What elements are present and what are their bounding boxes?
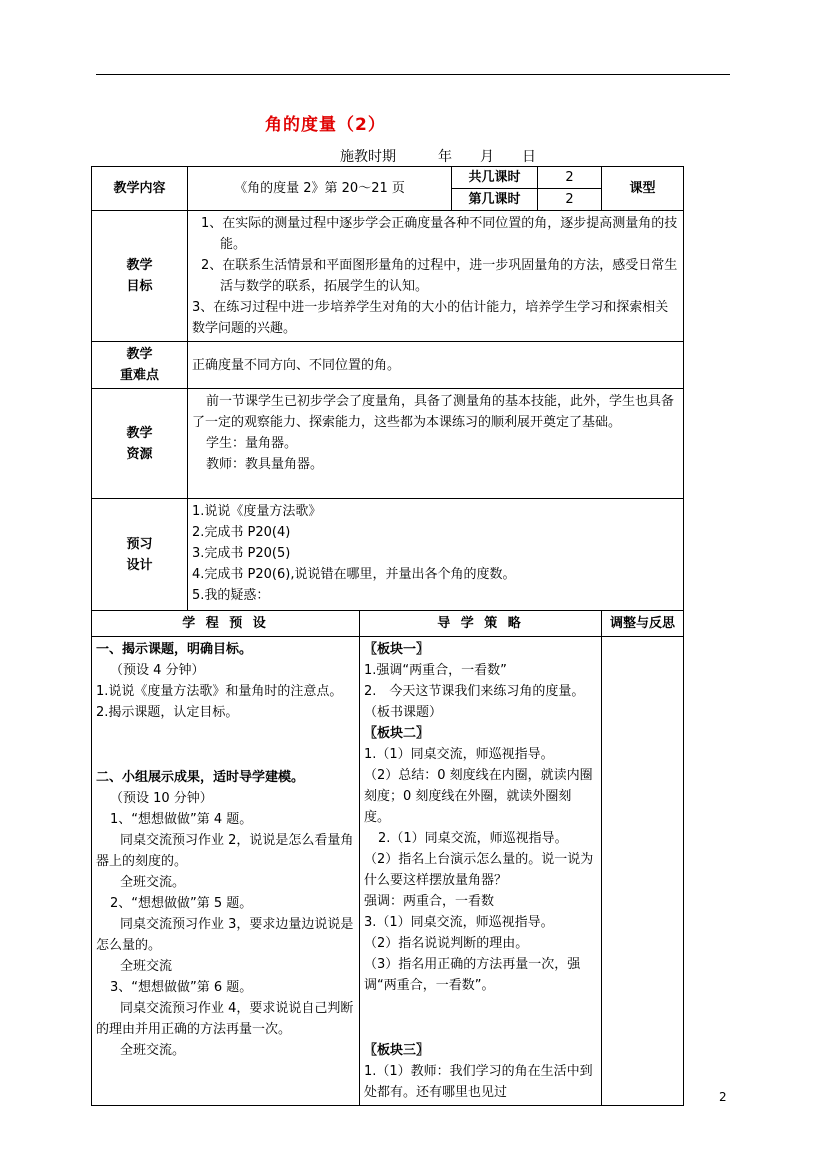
resources-line: 前一节课学生已初步学会了度量角，具备了测量角的基本技能，此外，学生也具备了一定的观察能力、探索能力，这些都为本课练习的顺利展开奠定了基础。 <box>192 394 675 430</box>
process-reflection <box>602 637 684 1106</box>
resources-label <box>92 389 188 499</box>
process-middle-line: （2）指名说说判断的理由。 <box>364 936 529 951</box>
process-left-line: 同桌交流预习作业 3，要求边量边说说是怎么量的。 <box>96 917 354 953</box>
preview-content <box>188 499 684 611</box>
total-lessons-label: 共几课时 <box>452 167 538 189</box>
resources-label-text: 教学 资源 <box>126 425 153 462</box>
process-middle-line: （板书课题） <box>364 705 443 720</box>
process-middle-line: 〖板块二〗 <box>364 726 430 741</box>
preview-line: 4.完成书 P20(6),说说错在哪里，并量出各个角的度数。 <box>192 567 516 582</box>
process-header-middle: 导 学 策 略 <box>360 611 602 637</box>
process-middle-line <box>364 1009 597 1027</box>
process-middle-line: 强调：两重合，一看数 <box>364 894 495 909</box>
process-left-line: 1.说说《度量方法歌》和量角时的注意点。 <box>96 684 343 699</box>
header-rule <box>96 74 730 75</box>
process-middle-line: （2）指名上台演示怎么量的。说一说为什么要这样摆放量角器？ <box>364 852 594 888</box>
resources-line: 学生：量角器。 <box>206 436 298 451</box>
process-middle-line: 3.（1）同桌交流，师巡视指导。 <box>364 915 554 930</box>
process-left-line: 2.揭示课题，认定目标。 <box>96 705 239 720</box>
key-points-label <box>92 342 188 389</box>
goals-label <box>92 211 188 342</box>
process-header-right: 调整与反思 <box>602 611 684 637</box>
process-header-left: 学 程 预 设 <box>92 611 360 637</box>
process-left-line: 3、“想想做做”第 6 题。 <box>110 980 253 995</box>
process-middle-line: 1.（1）教师：我们学习的角在生活中到处都有。还有哪里也见过 <box>364 1064 593 1100</box>
goal-item: 3、在练习过程中进一步培养学生对角的大小的估计能力，培养学生学习和探索相关数学问题的兴趣。 <box>192 300 669 336</box>
preview-label-text: 预习 设计 <box>126 536 153 573</box>
content-value: 《角的度量 2》第 20～21 页 <box>188 167 452 211</box>
resources-content <box>188 389 684 499</box>
process-middle-line: 1.强调“两重合，一看数” <box>364 663 507 678</box>
lesson-plan-table <box>91 166 684 1106</box>
resources-line: 教师：教具量角器。 <box>206 457 324 472</box>
process-middle <box>360 637 602 1106</box>
preview-line: 2.完成书 P20(4) <box>192 525 291 540</box>
goal-item: 2、在联系生活情景和平面图形量角的过程中，进一步巩固量角的方法，感受日常生活与数学的联系，拓展学生的认知。 <box>201 258 678 294</box>
key-points-label-text: 教学 重难点 <box>119 347 159 383</box>
key-points-text: 正确度量不同方向、不同位置的角。 <box>188 342 684 389</box>
process-middle-line: 2.（1）同桌交流，师巡视指导。 <box>378 831 568 846</box>
preview-line: 3.完成书 P20(5) <box>192 546 291 561</box>
process-left-line: 全班交流。 <box>120 1043 186 1058</box>
type-label: 课型 <box>602 167 684 211</box>
process-middle-line: 〖板块三〗 <box>364 1043 430 1058</box>
process-left-line: （预设 10 分钟） <box>110 791 213 806</box>
process-left-line: 1、“想想做做”第 4 题。 <box>110 812 253 827</box>
goal-item: 1、在实际的测量过程中逐步学会正确度量各种不同位置的角，逐步提高测量角的技能。 <box>201 216 678 252</box>
process-left-line: 同桌交流预习作业 2，说说是怎么看量角器上的刻度的。 <box>96 833 354 869</box>
lesson-no-value: 2 <box>538 189 602 211</box>
preview-line: 1.说说《度量方法歌》 <box>192 504 322 519</box>
process-left-line: 全班交流。 <box>120 875 186 890</box>
lesson-no-label: 第几课时 <box>452 189 538 211</box>
process-middle-line: 2. 今天这节课我们来练习角的度量。 <box>364 684 585 699</box>
process-left <box>92 637 360 1106</box>
preview-line: 5.我的疑惑： <box>192 588 270 603</box>
page-title: 角的度量（2） <box>265 115 386 135</box>
goals-content <box>188 211 684 342</box>
process-left-line: 同桌交流预习作业 4，要求说说自己判断的理由并用正确的方法再量一次。 <box>96 1001 354 1037</box>
process-left-line: 二、小组展示成果，适时导学建模。 <box>96 770 305 785</box>
page-number: 2 <box>719 1090 727 1104</box>
process-middle-line: 1.（1）同桌交流，师巡视指导。 <box>364 747 554 762</box>
process-left-line: （预设 4 分钟） <box>110 663 205 678</box>
process-left-line: 全班交流 <box>120 959 173 974</box>
date-line: 施教时期 年 月 日 <box>340 149 536 165</box>
goals-label-text: 教学 目标 <box>126 258 153 294</box>
preview-label <box>92 499 188 611</box>
process-middle-line: 〖板块一〗 <box>364 642 430 657</box>
process-middle-line: （3）指名用正确的方法再量一次，强调“两重合，一看数”。 <box>364 957 581 993</box>
process-left-line <box>96 736 355 754</box>
process-left-line: 2、“想想做做”第 5 题。 <box>110 896 253 911</box>
content-label: 教学内容 <box>92 167 188 211</box>
total-lessons-value: 2 <box>538 167 602 189</box>
process-left-line: 一、揭示课题，明确目标。 <box>96 642 253 657</box>
process-middle-line: （2）总结：0 刻度线在内圈，就读内圈刻度；0 刻度线在外圈，就读外圈刻度。 <box>364 768 593 825</box>
